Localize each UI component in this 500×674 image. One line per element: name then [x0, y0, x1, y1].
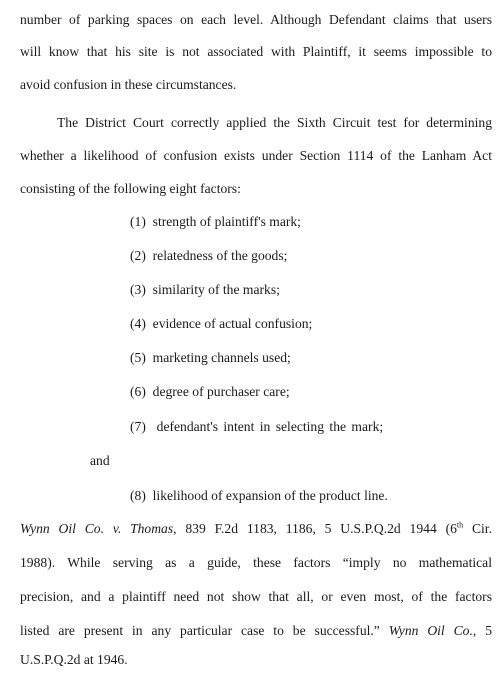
factor-text: likelihood of expansion of the product line. — [152, 488, 388, 503]
paragraph-3-line-2: precision, and a plaintiff need not show that all, or even most, of the factors — [20, 589, 492, 604]
paragraph-1-line-1: number of parking spaces on each level. Although Defendant claims that users — [20, 12, 492, 27]
short-cite: , 5 — [472, 623, 492, 638]
paragraph-3-line-4: U.S.P.Q.2d at 1946. — [20, 652, 128, 667]
factor-text: strength of plaintiff's mark; — [152, 214, 301, 229]
citation-line — [20, 521, 492, 537]
ordinal-superscript: th — [456, 520, 464, 530]
factor-item — [130, 282, 280, 298]
court-text: Cir. — [463, 521, 492, 536]
paragraph-2-line-1: The District Court correctly applied the Sixth Circuit test for determining — [57, 115, 492, 130]
factor-number: (7) — [130, 419, 146, 434]
paragraph-1-line-3: avoid confusion in these circumstances. — [20, 77, 237, 92]
factor-text: evidence of actual confusion; — [152, 316, 313, 331]
citation-text: , 839 F.2d 1183, 1186, 5 U.S.P.Q.2d 1944 (6 — [173, 521, 457, 536]
factor-number: (5) — [130, 350, 146, 365]
paragraph-2-line-2: whether a likelihood of confusion exists under Section 1114 of the Lanham Act — [20, 148, 492, 163]
factor-number: (1) — [130, 214, 146, 229]
paragraph-1-line-2: will know that his site is not associated with Plaintiff, it seems impossible to — [20, 44, 492, 59]
factor-item — [130, 214, 301, 230]
factor-number: (8) — [130, 488, 146, 503]
short-case-name: Wynn Oil Co. — [388, 623, 473, 638]
case-name: Wynn Oil Co. v. Thomas — [20, 521, 174, 536]
factor-text: marketing channels used; — [152, 350, 291, 365]
paragraph-3-line-1: 1988). While serving as a guide, these factors “imply no mathematical — [20, 555, 492, 570]
paragraph-2-line-3: consisting of the following eight factors: — [20, 181, 241, 196]
quote-text: listed are present in any particular case to be successful.” — [20, 623, 389, 638]
factor-number: (4) — [130, 316, 146, 331]
and-connector: and — [90, 453, 110, 468]
paragraph-3-line-3 — [20, 623, 492, 639]
factor-item — [130, 419, 383, 435]
factor-number: (2) — [130, 248, 146, 263]
factor-text: similarity of the marks; — [152, 282, 280, 297]
factor-item — [130, 316, 312, 332]
factor-number: (3) — [130, 282, 146, 297]
factor-text: defendant's intent in selecting the mark; — [156, 419, 384, 434]
factor-number: (6) — [130, 384, 146, 399]
factor-item — [130, 248, 287, 264]
factor-item — [130, 350, 291, 366]
factor-item — [130, 488, 388, 504]
factor-item — [130, 384, 290, 400]
factor-text: degree of purchaser care; — [152, 384, 290, 399]
factor-text: relatedness of the goods; — [152, 248, 288, 263]
